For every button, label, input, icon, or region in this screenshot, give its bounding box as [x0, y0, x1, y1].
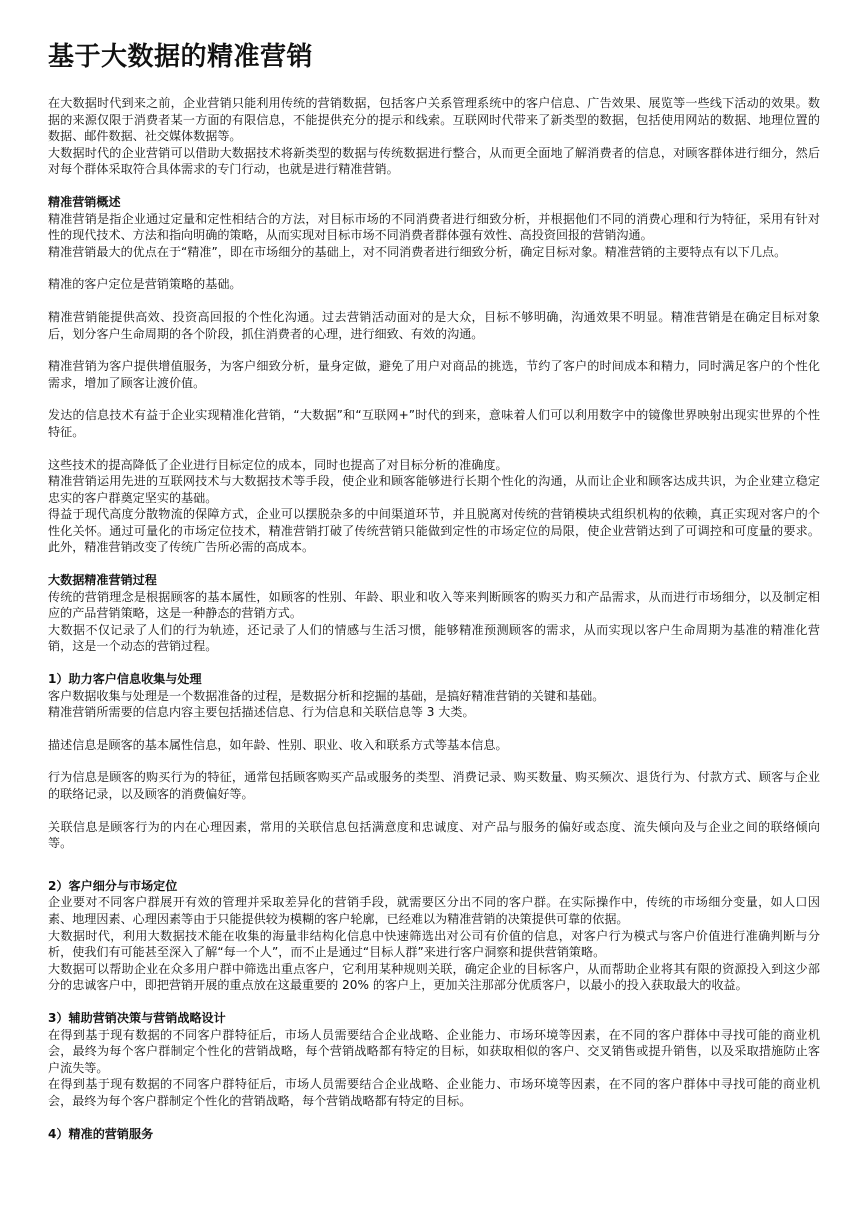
- overview-paragraph-9: 得益于现代高度分散物流的保障方式，企业可以摆脱杂多的中间渠道环节，并且脱离对传统的营销模块式组织机构的依赖，真正实现对客户的个性化关怀。通过可量化的市场定位技术，精准营销打破了传统营销只能做到定性的市场定位的局限，使企业营销达到了可调控和可度量的要求。此外，精准营销改变了传统广告所必需的高成本。: [48, 507, 820, 555]
- subsection-2-paragraph-3: 大数据可以帮助企业在众多用户群中筛选出重点客户，它利用某种规则关联，确定企业的目标客户，从而帮助企业将其有限的资源投入到这少部分的忠诚客户中，即把营销开展的重点放在这最重要的 20% 的客户上，更加关注那部分优质客户，以最小的投入获取最大的收益。: [48, 961, 820, 993]
- subsection-3-paragraph-2: 在得到基于现有数据的不同客户群特征后，市场人员需要结合企业战略、企业能力、市场环境等因素，在不同的客户群体中寻找可能的商业机会，最终为每个客户群制定个性化的营销战略，每个营销战略都有特定的目标。: [48, 1077, 820, 1108]
- subsection-1-paragraph-2: 精准营销所需要的信息内容主要包括描述信息、行为信息和关联信息等 3 大类。: [48, 705, 475, 720]
- subsection-heading-4: 4）精准的营销服务: [48, 1126, 154, 1141]
- overview-paragraph-4: 精准营销能提供高效、投资高回报的个性化沟通。过去营销活动面对的是大众，目标不够明确，沟通效果不明显。精准营销是在确定目标对象后，划分客户生命周期的各个阶段，抓住消费者的心理，进行细致、有效的沟通。: [48, 309, 820, 341]
- subsection-heading-1: 1）助力客户信息收集与处理: [48, 672, 202, 687]
- overview-paragraph-1: 精准营销是指企业通过定量和定性相结合的方法，对目标市场的不同消费者进行细致分析，并根据他们不同的消费心理和行为特征，采用有针对性的现代技术、方法和指向明确的策略，从而实现对目标市场不同消费者群体强有效性、高投资回报的营销沟通。: [48, 211, 820, 243]
- subsection-heading-2: 2）客户细分与市场定位: [48, 878, 178, 893]
- subsection-3-paragraph-1: 在得到基于现有数据的不同客户群特征后，市场人员需要结合企业战略、企业能力、市场环境等因素，在不同的客户群体中寻找可能的商业机会，最终为每个客户群制定个性化的营销战略，每个营销战略都有特定的目标，如获取相似的客户、交叉销售或提升销售，以及采取措施防止客户流失等。: [48, 1027, 820, 1075]
- subsection-2-paragraph-1: 企业要对不同客户群展开有效的管理并采取差异化的营销手段，就需要区分出不同的客户群。在实际操作中，传统的市场细分变量，如人口因素、地理因素、心理因素等由于只能提供较为模糊的客户轮廓，已经难以为精准营销的决策提供可靠的依据。: [48, 895, 820, 926]
- overview-paragraph-5: 精准营销为客户提供增值服务，为客户细致分析，量身定做，避免了用户对商品的挑选，节约了客户的时间成本和精力，同时满足客户的个性化需求，增加了顾客让渡价值。: [48, 359, 820, 390]
- overview-paragraph-6: 发达的信息技术有益于企业实现精准化营销，“大数据”和“互联网+”时代的到来，意味着人们可以利用数字中的镜像世界映射出现实世界的个性特征。: [48, 408, 820, 439]
- subsection-1-paragraph-3: 描述信息是顾客的基本属性信息，如年龄、性别、职业、收入和联系方式等基本信息。: [48, 737, 508, 752]
- overview-paragraph-2: 精准营销最大的优点在于“精准”，即在市场细分的基础上，对不同消费者进行细致分析，确定目标对象。精准营销的主要特点有以下几点。: [48, 244, 787, 259]
- page-title: 基于大数据的精准营销: [48, 42, 314, 72]
- overview-paragraph-7: 这些技术的提高降低了企业进行目标定位的成本，同时也提高了对目标分析的准确度。: [48, 457, 508, 472]
- intro-paragraph-2: 大数据时代的企业营销可以借助大数据技术将新类型的数据与传统数据进行整合，从而更全面地了解消费者的信息，对顾客群体进行细分，然后对每个群体采取符合具体需求的专门行动，也就是进行精准营销。: [48, 145, 820, 177]
- section-heading-process: 大数据精准营销过程: [48, 573, 157, 588]
- subsection-2-paragraph-2: 大数据时代，利用大数据技术能在收集的海量非结构化信息中快速筛选出对公司有价值的信息，对客户行为模式与客户价值进行准确判断与分析，使我们有可能甚至深入了解“每一个人”，而不止是通过“目标人群”来进行客户洞察和提供营销策略。: [48, 928, 820, 960]
- process-paragraph-2: 大数据不仅记录了人们的行为轨迹，还记录了人们的情感与生活习惯，能够精准预测顾客的需求，从而实现以客户生命周期为基准的精准化营销，这是一个动态的营销过程。: [48, 622, 820, 654]
- intro-paragraph-1: 在大数据时代到来之前，企业营销只能利用传统的营销数据，包括客户关系管理系统中的客户信息、广告效果、展览等一些线下活动的效果。数据的来源仅限于消费者某一方面的有限信息，不能提供充分的提示和线索。互联网时代带来了新类型的数据，包括使用网站的数据、地理位置的数据、邮件数据、社交媒体数据等。: [48, 96, 820, 144]
- overview-paragraph-3: 精准的客户定位是营销策略的基础。: [48, 277, 242, 292]
- subsection-1-paragraph-5: 关联信息是顾客行为的内在心理因素，常用的关联信息包括满意度和忠诚度、对产品与服务的偏好或态度、流失倾向及与企业之间的联络倾向等。: [48, 819, 820, 851]
- subsection-1-paragraph-4: 行为信息是顾客的购买行为的特征，通常包括顾客购买产品或服务的类型、消费记录、购买数量、购买频次、退货行为、付款方式、顾客与企业的联络记录，以及顾客的消费偏好等。: [48, 770, 820, 801]
- section-heading-overview: 精准营销概述: [48, 194, 121, 209]
- process-paragraph-1: 传统的营销理念是根据顾客的基本属性，如顾客的性别、年龄、职业和收入等来判断顾客的购买力和产品需求，从而进行市场细分，以及制定相应的产品营销策略，这是一种静态的营销方式。: [48, 589, 820, 621]
- overview-paragraph-8: 精准营销运用先进的互联网技术与大数据技术等手段，使企业和顾客能够进行长期个性化的沟通，从而让企业和顾客达成共识，为企业建立稳定忠实的客户群奠定坚实的基础。: [48, 474, 820, 505]
- subsection-heading-3: 3）辅助营销决策与营销战略设计: [48, 1010, 226, 1025]
- subsection-1-paragraph-1: 客户数据收集与处理是一个数据准备的过程，是数据分析和挖掘的基础，是搞好精准营销的关键和基础。: [48, 688, 605, 703]
